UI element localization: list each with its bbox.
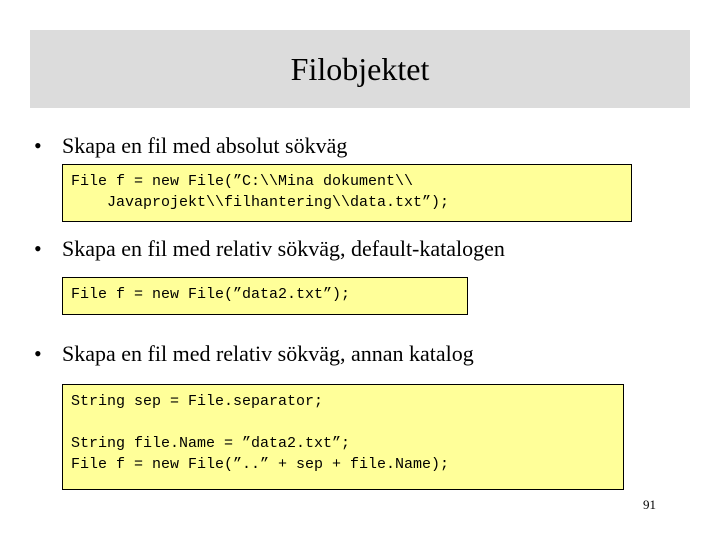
bullet-marker: • — [34, 236, 42, 261]
code-block-absolute-path — [62, 164, 632, 222]
code-line-blank — [71, 412, 615, 433]
code-block-relative-other — [62, 384, 624, 490]
bullet-marker: • — [34, 133, 42, 158]
bullet-item-absolute-path — [34, 133, 347, 159]
bullet-text: Skapa en fil med relativ sökväg, annan katalog — [62, 341, 474, 366]
bullet-item-relative-default — [34, 236, 505, 262]
code-block-relative-default — [62, 277, 468, 315]
title-bar — [30, 30, 690, 108]
bullet-text: Skapa en fil med absolut sökväg — [62, 133, 348, 158]
bullet-item-relative-other — [34, 341, 474, 367]
code-line: String sep = File.separator; — [71, 393, 324, 410]
code-line: File f = new File(”..” + sep + file.Name); — [71, 456, 450, 473]
code-line: String file.Name = ”data2.txt”; — [71, 435, 351, 452]
bullet-text: Skapa en fil med relativ sökväg, default-katalogen — [62, 236, 505, 261]
code-line: File f = new File(”C:\\Mina dokument\\ — [71, 173, 414, 190]
slide-title: Filobjektet — [290, 50, 430, 87]
page-number: 91 — [643, 497, 656, 512]
code-line: File f = new File(”data2.txt”); — [71, 286, 351, 303]
code-line: Javaprojekt\\filhantering\\data.txt”); — [71, 194, 450, 211]
bullet-marker: • — [34, 341, 42, 366]
